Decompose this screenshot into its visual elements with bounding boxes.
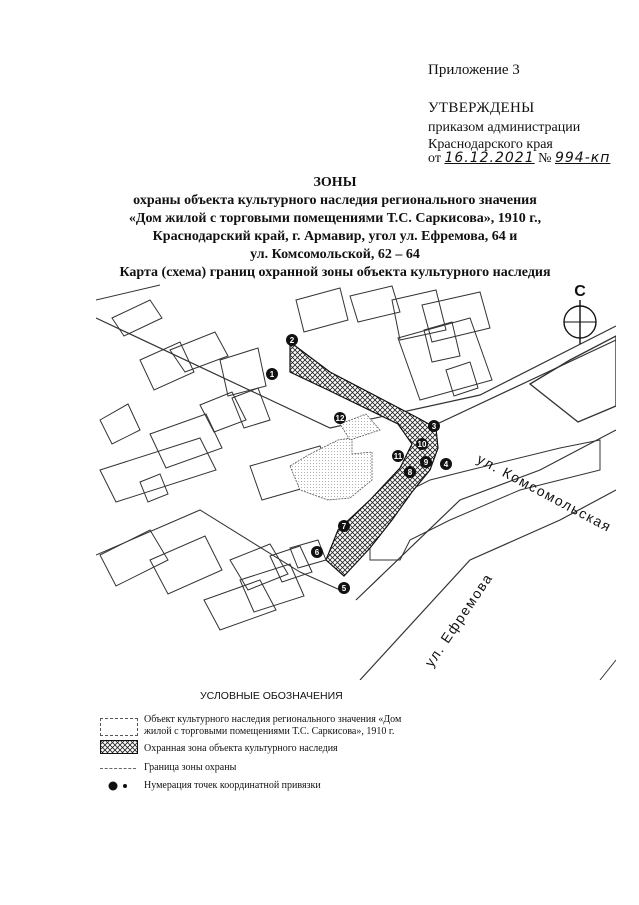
- building: [232, 388, 270, 428]
- point-label: 3: [431, 422, 437, 431]
- building: [150, 536, 222, 594]
- building: [112, 300, 162, 336]
- building: [100, 438, 216, 502]
- point-label: 6: [314, 548, 320, 557]
- legend-item-heritage: [144, 714, 401, 738]
- order-no-label: №: [538, 151, 552, 166]
- point-label: 2: [289, 336, 295, 345]
- building: [446, 362, 478, 396]
- order-date: 16.12.2021: [444, 150, 535, 166]
- legend-heritage-line-2: жилой с торговыми помещениями Т.С. Саркисова», 1910 г.: [144, 726, 395, 737]
- order-number: 994-кп: [554, 150, 611, 166]
- legend-item-zone: Охранная зона объекта культурного наследия: [144, 743, 338, 754]
- legend-swatch-heritage: [100, 718, 138, 736]
- approved-label: УТВЕРЖДЕНЫ: [428, 100, 535, 116]
- street-edge: [96, 285, 160, 300]
- building: [422, 292, 490, 342]
- point-label: 4: [443, 460, 449, 469]
- north-label: С: [574, 283, 586, 300]
- point-label: 12: [335, 414, 345, 423]
- legend-item-points: Нумерация точек координатной привязки: [144, 780, 321, 791]
- order-line-1: приказом администрации: [428, 120, 581, 135]
- building: [220, 348, 266, 396]
- legend-swatch-points: [108, 780, 132, 792]
- appendix-label: Приложение 3: [428, 62, 520, 78]
- building: [100, 404, 140, 444]
- legend-swatch-boundary: [100, 768, 136, 769]
- street-label-efremova: ул. Ефремова: [421, 569, 496, 670]
- title-line-5: ул. Комсомольской, 62 – 64: [250, 247, 420, 262]
- point-label: 10: [417, 440, 427, 449]
- point-label: 5: [341, 584, 347, 593]
- building: [204, 580, 276, 630]
- building: [140, 342, 194, 390]
- title-line-4: Краснодарский край, г. Армавир, угол ул. Ефремова, 64 и: [152, 229, 518, 244]
- order-from: от: [428, 151, 441, 166]
- building: [296, 288, 348, 332]
- point-label: 11: [393, 452, 403, 461]
- north-arrow-icon: [564, 300, 596, 344]
- street-edge: [600, 660, 616, 680]
- legend-title: УСЛОВНЫЕ ОБОЗНАЧЕНИЯ: [200, 690, 343, 702]
- building: [200, 392, 246, 432]
- point-label: 7: [341, 522, 347, 531]
- legend-swatch-zone: [100, 740, 138, 754]
- street-edge: [96, 318, 616, 428]
- street-label-komsomolskaya: ул. Комсомольская: [474, 450, 615, 536]
- legend-heritage-line-1: Объект культурного наследия регионального значения «Дом: [144, 714, 402, 725]
- building: [140, 474, 168, 502]
- point-label: 8: [407, 468, 413, 477]
- heritage-object-shape: [290, 438, 372, 500]
- title-line-1: ЗОНЫ: [313, 175, 357, 190]
- title-line-3: «Дом жилой с торговыми помещениями Т.С. Саркисова», 1910 г.,: [128, 211, 542, 226]
- map-title: Карта (схема) границ охранной зоны объекта культурного наследия: [119, 265, 551, 280]
- building: [424, 322, 460, 362]
- order-line-2: Краснодарского края: [428, 137, 553, 152]
- point-label: 1: [269, 370, 275, 379]
- building: [100, 530, 168, 586]
- legend-item-boundary: Граница зоны охраны: [144, 762, 237, 773]
- title-line-2: охраны объекта культурного наследия регионального значения: [133, 193, 537, 208]
- point-label: 9: [423, 458, 429, 467]
- building: [240, 564, 304, 612]
- building: [530, 336, 616, 422]
